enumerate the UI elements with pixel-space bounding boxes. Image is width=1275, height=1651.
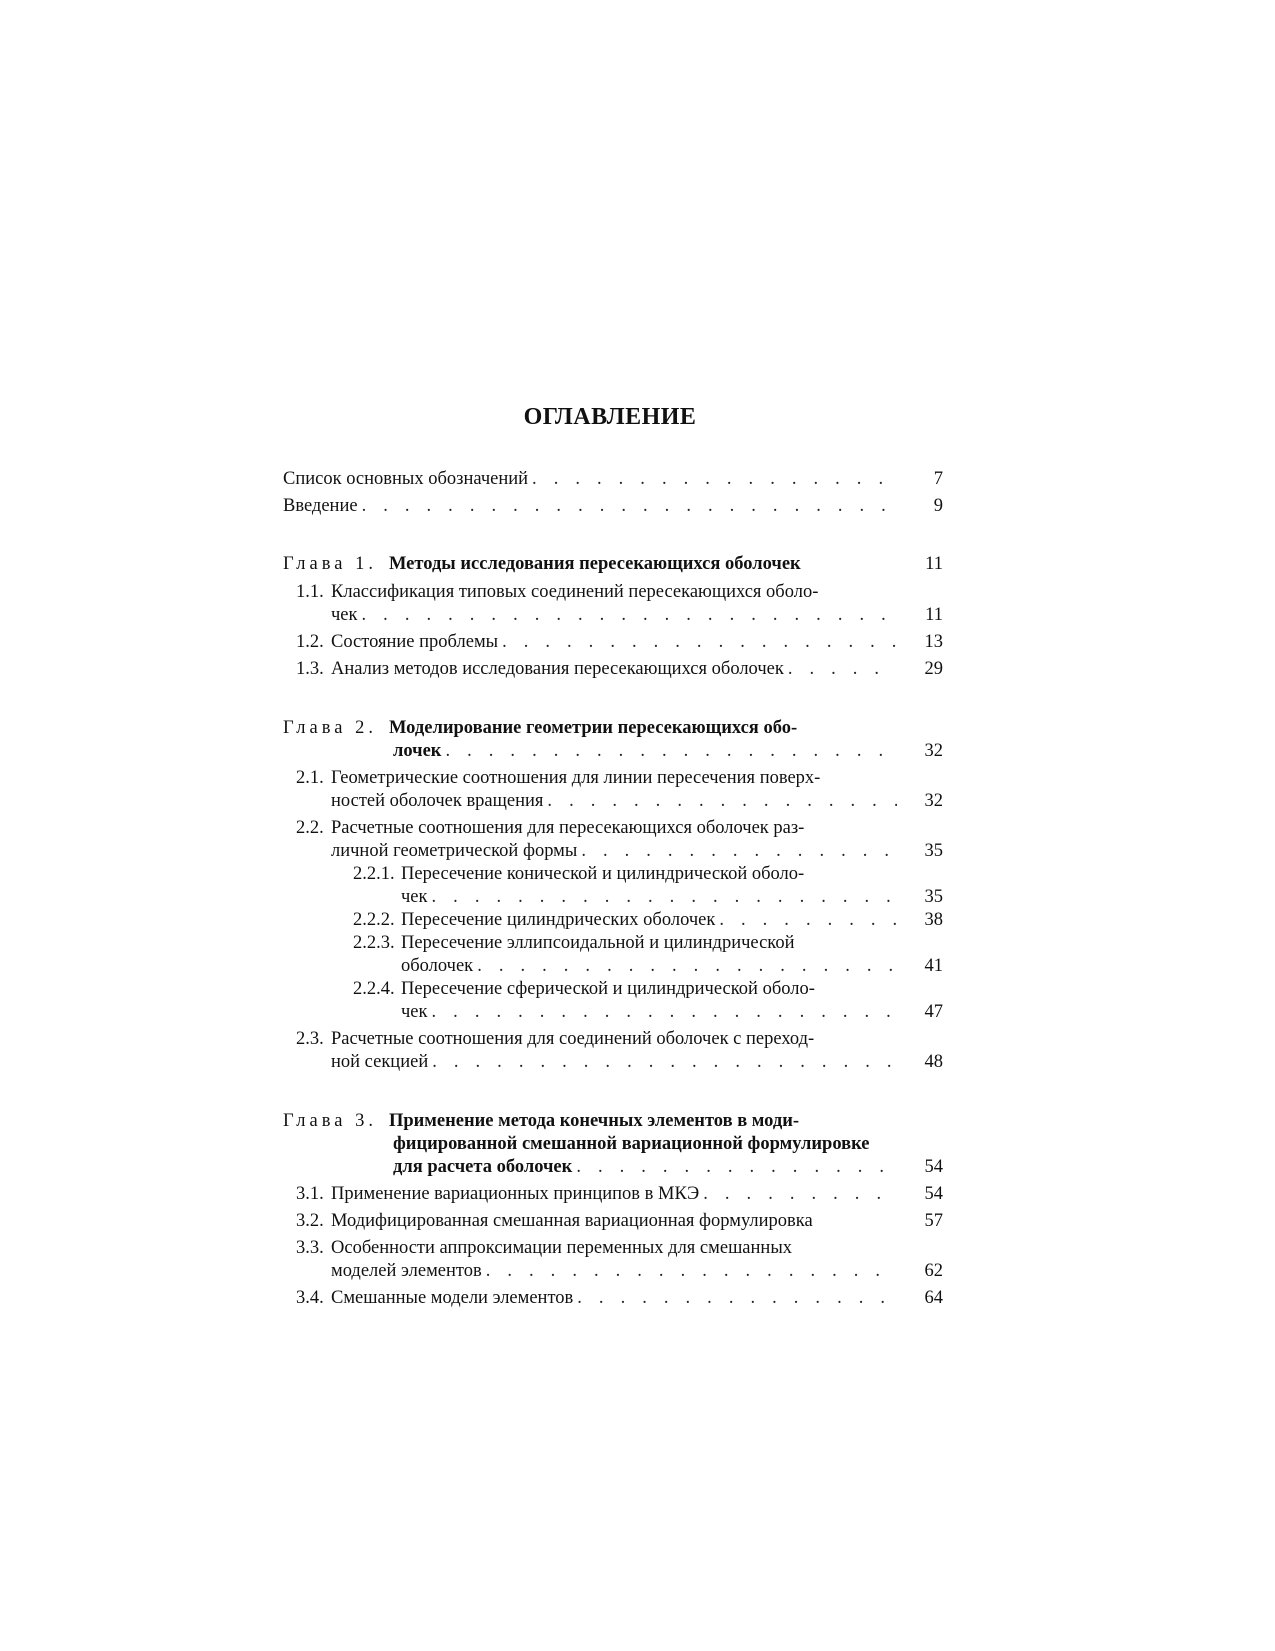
chapter-label: Глава 2.	[283, 718, 377, 738]
toc-page-number: 9	[933, 496, 943, 516]
section-number: 1.1.	[296, 582, 324, 602]
chapter-title-cont: лочек	[393, 741, 442, 761]
toc-page-number: 32	[924, 791, 943, 811]
section-number: 2.2.2.	[353, 910, 395, 930]
toc-entry[interactable]	[283, 495, 943, 518]
toc-entry-text-cont: чек	[331, 605, 358, 625]
toc-entry-text: Классификация типовых соединений пересекающихся оболо-	[331, 582, 819, 602]
toc-page-number: 48	[924, 1052, 943, 1072]
toc-entry[interactable]	[283, 1028, 943, 1074]
toc-entry-text: Введение	[283, 496, 358, 516]
toc-entry[interactable]	[283, 1183, 943, 1206]
toc-page-number: 54	[924, 1184, 943, 1204]
leader-dots	[432, 886, 897, 909]
toc-page-number: 35	[924, 841, 943, 861]
section-number: 2.2.1.	[353, 864, 395, 884]
chapter-title-cont: фицированной смешанной вариационной формулировке	[393, 1134, 870, 1154]
leader-dots	[432, 1001, 897, 1024]
leader-dots	[703, 1183, 897, 1206]
toc-page-number: 62	[924, 1261, 943, 1281]
section-number: 3.2.	[296, 1211, 324, 1231]
leader-dots	[445, 740, 897, 763]
toc-entry-text: Модифицированная смешанная вариационная формулировка	[331, 1211, 813, 1231]
toc-entry[interactable]	[283, 909, 943, 932]
table-of-contents	[283, 468, 943, 1310]
section-number: 2.1.	[296, 768, 324, 788]
toc-page-number: 54	[924, 1157, 943, 1177]
toc-entry-text-cont: личной геометрической формы	[331, 841, 578, 861]
toc-entry-text: Пересечение сферической и цилиндрической оболо-	[401, 979, 815, 999]
toc-page-number: 29	[924, 659, 943, 679]
toc-page-number: 32	[924, 741, 943, 761]
chapter-label: Глава 1.	[283, 554, 377, 574]
toc-entry[interactable]	[283, 767, 943, 813]
toc-entry-text: Анализ методов исследования пересекающихся оболочек	[331, 659, 784, 679]
toc-page-number: 7	[933, 469, 943, 489]
toc-entry[interactable]	[283, 817, 943, 863]
toc-entry-text-cont: чек	[401, 1002, 428, 1022]
leader-dots	[581, 840, 897, 863]
leader-dots	[576, 1156, 897, 1179]
toc-entry-text: Геометрические соотношения для линии пересечения поверх-	[331, 768, 821, 788]
toc-entry-text: Расчетные соотношения для пересекающихся оболочек раз-	[331, 818, 805, 838]
toc-entry-text: Расчетные соотношения для соединений оболочек с переход-	[331, 1029, 815, 1049]
chapter-title: Методы исследования пересекающихся оболочек	[388, 554, 801, 574]
leader-dots	[502, 631, 897, 654]
toc-entry-text: Пересечение цилиндрических оболочек	[401, 910, 716, 930]
leader-dots	[547, 790, 897, 813]
chapter-label: Глава 3.	[283, 1111, 377, 1131]
toc-entry-text: Пересечение эллипсоидальной и цилиндрической	[401, 933, 795, 953]
toc-page-number: 64	[924, 1288, 943, 1308]
section-number: 3.3.	[296, 1238, 324, 1258]
leader-dots	[532, 468, 897, 491]
toc-entry[interactable]	[283, 631, 943, 654]
toc-entry[interactable]	[283, 1237, 943, 1283]
toc-entry-text: Состояние проблемы	[331, 632, 499, 652]
chapter-title: Моделирование геометрии пересекающихся обо-	[388, 718, 798, 738]
toc-page-number: 38	[924, 910, 943, 930]
toc-entry-text: Применение вариационных принципов в МКЭ	[331, 1184, 700, 1204]
leader-dots	[486, 1260, 897, 1283]
toc-page-number: 13	[924, 632, 943, 652]
chapter-heading[interactable]	[283, 717, 943, 763]
toc-page-number: 11	[925, 605, 943, 625]
toc-entry-text-cont: ностей оболочек вращения	[331, 791, 544, 811]
toc-entry-text-cont: чек	[401, 887, 428, 907]
toc-entry[interactable]	[283, 932, 943, 978]
toc-page-number: 41	[924, 956, 943, 976]
section-number: 2.2.4.	[353, 979, 395, 999]
page-title: ОГЛАВЛЕНИЕ	[523, 404, 697, 430]
toc-entry[interactable]	[283, 658, 943, 681]
toc-entry-text: Список основных обозначений	[283, 469, 529, 489]
section-number: 3.1.	[296, 1184, 324, 1204]
chapter-title-cont: для расчета оболочек	[393, 1157, 573, 1177]
toc-entry-text-cont: ной секцией	[331, 1052, 429, 1072]
toc-entry-text-cont: оболочек	[401, 956, 474, 976]
toc-entry-text: Пересечение конической и цилиндрической оболо-	[401, 864, 805, 884]
toc-entry[interactable]	[283, 863, 943, 909]
toc-page-number: 57	[924, 1211, 943, 1231]
leader-dots	[362, 495, 897, 518]
leader-dots	[362, 604, 897, 627]
toc-page-number: 35	[924, 887, 943, 907]
toc-entry-text-cont: моделей элементов	[331, 1261, 482, 1281]
section-number: 2.2.3.	[353, 933, 395, 953]
toc-entry-text: Особенности аппроксимации переменных для смешанных	[331, 1238, 793, 1258]
toc-entry-text: Смешанные модели элементов	[331, 1288, 574, 1308]
leader-dots	[432, 1051, 897, 1074]
chapter-heading[interactable]	[283, 553, 943, 576]
toc-entry[interactable]	[283, 978, 943, 1024]
chapter-title: Применение метода конечных элементов в моди-	[388, 1111, 800, 1131]
leader-dots	[788, 658, 897, 681]
section-number: 1.2.	[296, 632, 324, 652]
toc-entry[interactable]	[283, 468, 943, 491]
toc-entry[interactable]	[283, 1210, 943, 1233]
leader-dots	[577, 1287, 897, 1310]
section-number: 1.3.	[296, 659, 324, 679]
section-number: 3.4.	[296, 1288, 324, 1308]
section-number: 2.3.	[296, 1029, 324, 1049]
leader-dots	[477, 955, 897, 978]
leader-dots	[719, 909, 897, 932]
section-number: 2.2.	[296, 818, 324, 838]
toc-entry[interactable]	[283, 1287, 943, 1310]
toc-entry[interactable]	[283, 581, 943, 627]
chapter-heading[interactable]	[283, 1110, 943, 1179]
toc-page-number: 11	[925, 554, 943, 574]
toc-page-number: 47	[924, 1002, 943, 1022]
